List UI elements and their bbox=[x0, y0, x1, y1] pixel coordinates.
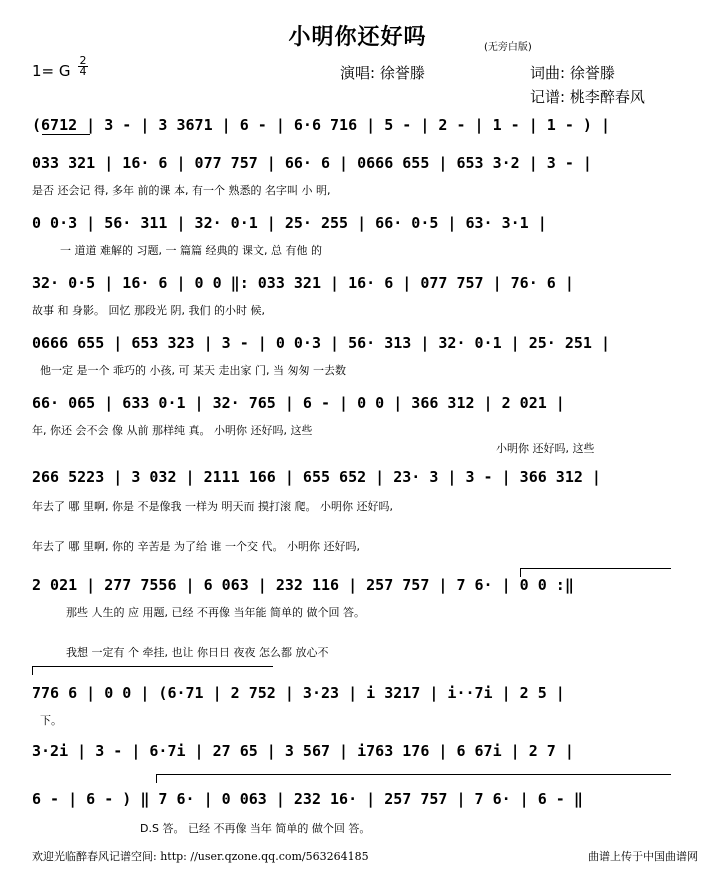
score-row-10-notes: 3·2i | 3 - | 6·7i | 27 65 | 3 567 | i763 176 | 6 67i | 2 7 | bbox=[32, 742, 574, 760]
score-row-4-lyrics: 故事 和 身影。 回忆 那段光 阴, 我们 的小时 候, bbox=[32, 304, 265, 317]
score-row-6-lyrics-alt: 小明你 还好吗, 这些 bbox=[496, 442, 595, 455]
score-row-11-notes: 6 - | 6 - ) ‖ 7 6· | 0 063 | 232 16· | 257 757 | 7 6· | 6 - ‖ bbox=[32, 790, 583, 808]
score-row-11-lyrics: D.S 答。 已经 不再像 当年 简单的 做个回 答。 bbox=[140, 822, 371, 835]
score-row-5-notes: 0666 655 | 653 323 | 3 - | 0 0·3 | 56· 313 | 32· 0·1 | 25· 251 | bbox=[32, 334, 610, 352]
site-watermark: 曲谱上传于中国曲谱网 bbox=[588, 850, 698, 863]
key-signature: 1= G bbox=[32, 62, 71, 80]
footer-credit: 欢迎光临醉春风记谱空间: http: //user.qzone.qq.com/563264185 bbox=[32, 850, 369, 863]
score-row-8-lyrics: 那些 人生的 应 用题, 已经 不再像 当年能 简单的 做个回 答。 bbox=[66, 606, 365, 619]
score-row-4-notes: 32· 0·5 | 16· 6 | 0 0 ‖: 033 321 | 16· 6 | 077 757 | 76· 6 | bbox=[32, 274, 574, 292]
score-row-9-lyrics: 下。 bbox=[40, 714, 62, 727]
score-row-2-notes: 033 321 | 16· 6 | 077 757 | 66· 6 | 0666 655 | 653 3·2 | 3 - | bbox=[32, 154, 592, 172]
score-row-1-notes: (6712 | 3 - | 3 3671 | 6 - | 6·6 716 | 5 - | 2 - | 1 - | 1 - ) | bbox=[32, 116, 610, 134]
score-row-3-lyrics: 一 道道 难解的 习题, 一 篇篇 经典的 课文, 总 有他 的 bbox=[60, 244, 322, 257]
score-row-8-notes: 2 021 | 277 7556 | 6 063 | 232 116 | 257 757 | 7 6· | 0 0 :‖ bbox=[32, 576, 574, 594]
score-subtitle: (无旁白版) bbox=[484, 42, 532, 53]
composer-credit: 词曲: 徐誉滕 bbox=[530, 64, 615, 82]
score-row-7-lyrics-alt: 年去了 哪 里啊, 你的 辛苦是 为了给 谁 一个交 代。 小明你 还好吗, bbox=[32, 540, 360, 553]
score-row-6-lyrics: 年, 你还 会不会 像 从前 那样纯 真。 小明你 还好吗, 这些 bbox=[32, 424, 313, 437]
score-title: 小明你还好吗 bbox=[288, 25, 427, 50]
score-row-8-lyrics-alt: 我想 一定有 个 牵挂, 也让 你日日 夜夜 怎么都 放心不 bbox=[66, 646, 329, 659]
transcriber-credit: 记谱: 桃李醉春风 bbox=[530, 88, 645, 106]
singer-credit: 演唱: 徐誉滕 bbox=[340, 64, 425, 82]
score-row-2-lyrics: 是否 还会记 得, 多年 前的课 本, 有一个 熟悉的 名字叫 小 明, bbox=[32, 184, 331, 197]
score-row-5-lyrics: 他一定 是一个 乖巧的 小孩, 可 某天 走出家 门, 当 匆匆 一去数 bbox=[40, 364, 346, 377]
score-row-9-notes: 776 6 | 0 0 | (6·71 | 2 752 | 3·23 | i 3217 | i··7i | 2 5 | bbox=[32, 684, 565, 702]
score-row-6-notes: 66· 065 | 633 0·1 | 32· 765 | 6 - | 0 0 | 366 312 | 2 021 | bbox=[32, 394, 565, 412]
score-row-7-lyrics: 年去了 哪 里啊, 你是 不是像我 一样为 明天而 摸打滚 爬。 小明你 还好吗, bbox=[32, 500, 393, 513]
score-row-3-notes: 0 0·3 | 56· 311 | 32· 0·1 | 25· 255 | 66· 0·5 | 63· 3·1 | bbox=[32, 214, 547, 232]
time-signature: 2 4 bbox=[79, 54, 87, 78]
score-row-7-notes: 266 5223 | 3 032 | 2111 166 | 655 652 | 23· 3 | 3 - | 366 312 | bbox=[32, 468, 601, 486]
